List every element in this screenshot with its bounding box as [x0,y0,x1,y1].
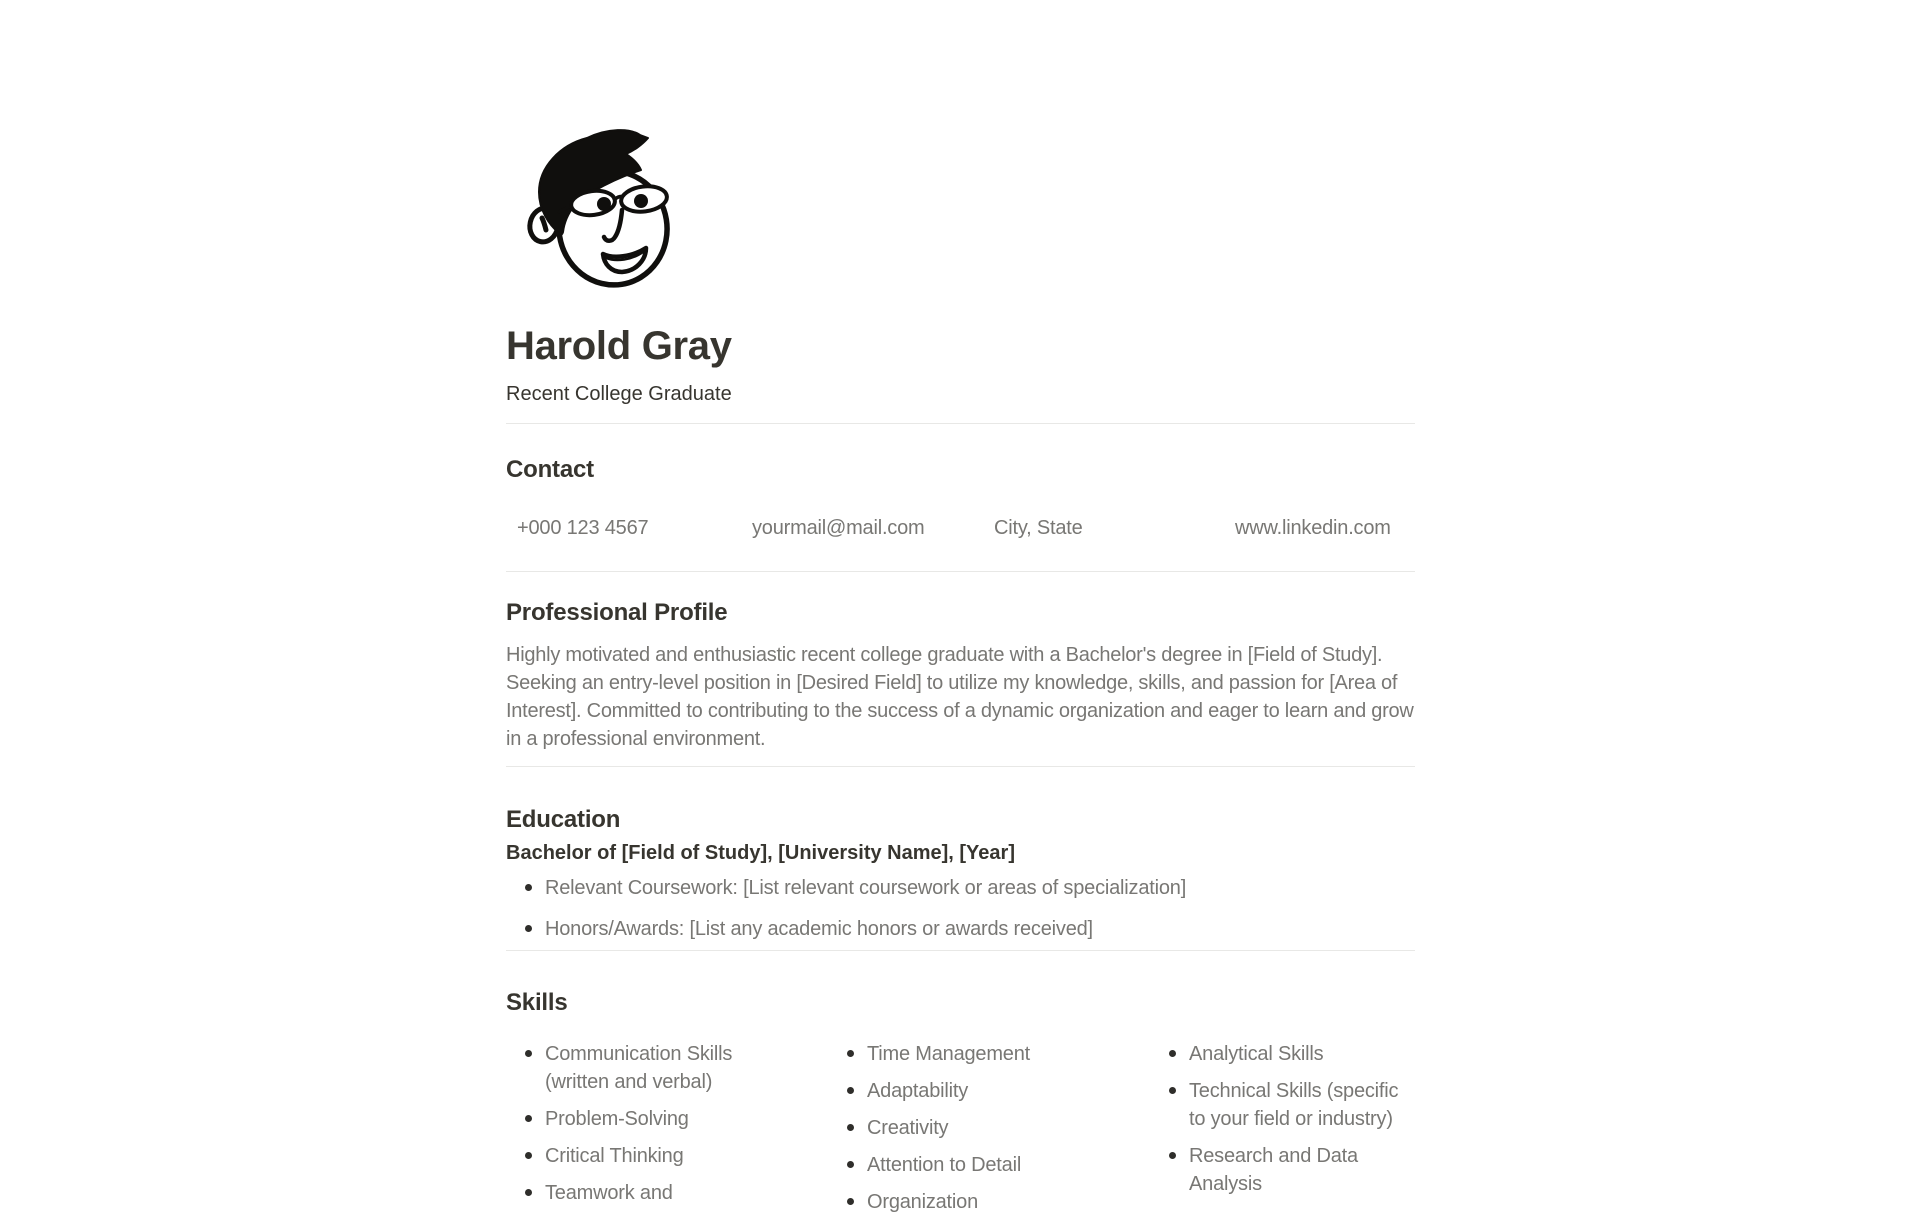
page-title: Harold Gray [506,324,732,368]
divider [506,571,1415,572]
avatar [520,125,690,300]
bullet-dot [1169,1050,1176,1057]
bullet-dot [847,1124,854,1131]
contact-location: City, State [994,517,1083,539]
divider [506,423,1415,424]
bullet-dot [847,1198,854,1205]
list-item [506,1105,828,1133]
skill-label: Adaptability [867,1080,968,1102]
list-item [506,874,1415,902]
education-bullet-list [506,874,1415,956]
education-bullet: Honors/Awards: [List any academic honors or awards received] [545,918,1093,940]
bullet-dot [525,1115,532,1122]
bullet-dot [1169,1087,1176,1094]
contact-email: yourmail@mail.com [752,517,925,539]
section-heading-contact: Contact [506,456,594,483]
contact-phone: +000 123 4567 [517,517,649,539]
education-degree: Bachelor of [Field of Study], [University Name], [Year] [506,842,1015,864]
skill-label: to your field or industry) [1189,1108,1393,1130]
list-item [1150,1040,1472,1068]
profile-line: Highly motivated and enthusiastic recent college graduate with a Bachelor's degree in [Field of Study]. [506,644,1383,666]
profile-paragraph [506,641,1414,753]
skills-column-2 [828,1040,1150,1225]
bullet-dot [525,884,532,891]
list-item [828,1151,1150,1179]
skill-label: Analysis [1189,1173,1262,1195]
education-bullet: Relevant Coursework: [List relevant coursework or areas of specialization] [545,877,1187,899]
bullet-dot [847,1161,854,1168]
skills-column-3 [1150,1040,1472,1207]
bullet-dot [847,1087,854,1094]
list-item [1150,1142,1472,1198]
skill-label: Teamwork and [545,1182,673,1204]
skills-column-1 [506,1040,828,1216]
section-heading-skills: Skills [506,989,568,1016]
skill-label: Critical Thinking [545,1145,684,1167]
bullet-dot [1169,1152,1176,1159]
skill-label: Problem-Solving [545,1108,689,1130]
profile-line: Interest]. Committed to contributing to the success of a dynamic organization and eager to learn and grow [506,700,1414,722]
list-item [828,1188,1150,1216]
divider [506,950,1415,951]
skill-label: Time Management [867,1043,1030,1065]
bullet-dot [525,1152,532,1159]
list-item [828,1077,1150,1105]
contact-row [506,514,1415,542]
skill-label: Communication Skills [545,1043,733,1065]
profile-line: Seeking an entry-level position in [Desired Field] to utilize my knowledge, skills, and passion for [Area of [506,672,1398,694]
skill-label: Attention to Detail [867,1154,1022,1176]
skill-label: Analytical Skills [1189,1043,1324,1065]
list-item [506,915,1415,943]
section-heading-profile: Professional Profile [506,599,728,626]
man-avatar-illustration [520,125,690,300]
section-heading-education: Education [506,806,621,833]
profile-line: in a professional environment. [506,728,766,750]
list-item [828,1114,1150,1142]
list-item [828,1040,1150,1068]
list-item [506,1040,828,1096]
subtitle: Recent College Graduate [506,383,732,405]
skill-label: Technical Skills (specific [1189,1080,1399,1102]
list-item [506,1179,828,1207]
skill-label: Creativity [867,1117,949,1139]
list-item [506,1142,828,1170]
bullet-dot [525,1050,532,1057]
bullet-dot [525,1189,532,1196]
skill-label: (written and verbal) [545,1071,713,1093]
bullet-dot [525,925,532,932]
skill-label: Research and Data [1189,1145,1358,1167]
skill-label: Organization [867,1191,978,1213]
contact-website: www.linkedin.com [1235,517,1391,539]
divider [506,766,1415,767]
bullet-dot [847,1050,854,1057]
list-item [1150,1077,1472,1133]
